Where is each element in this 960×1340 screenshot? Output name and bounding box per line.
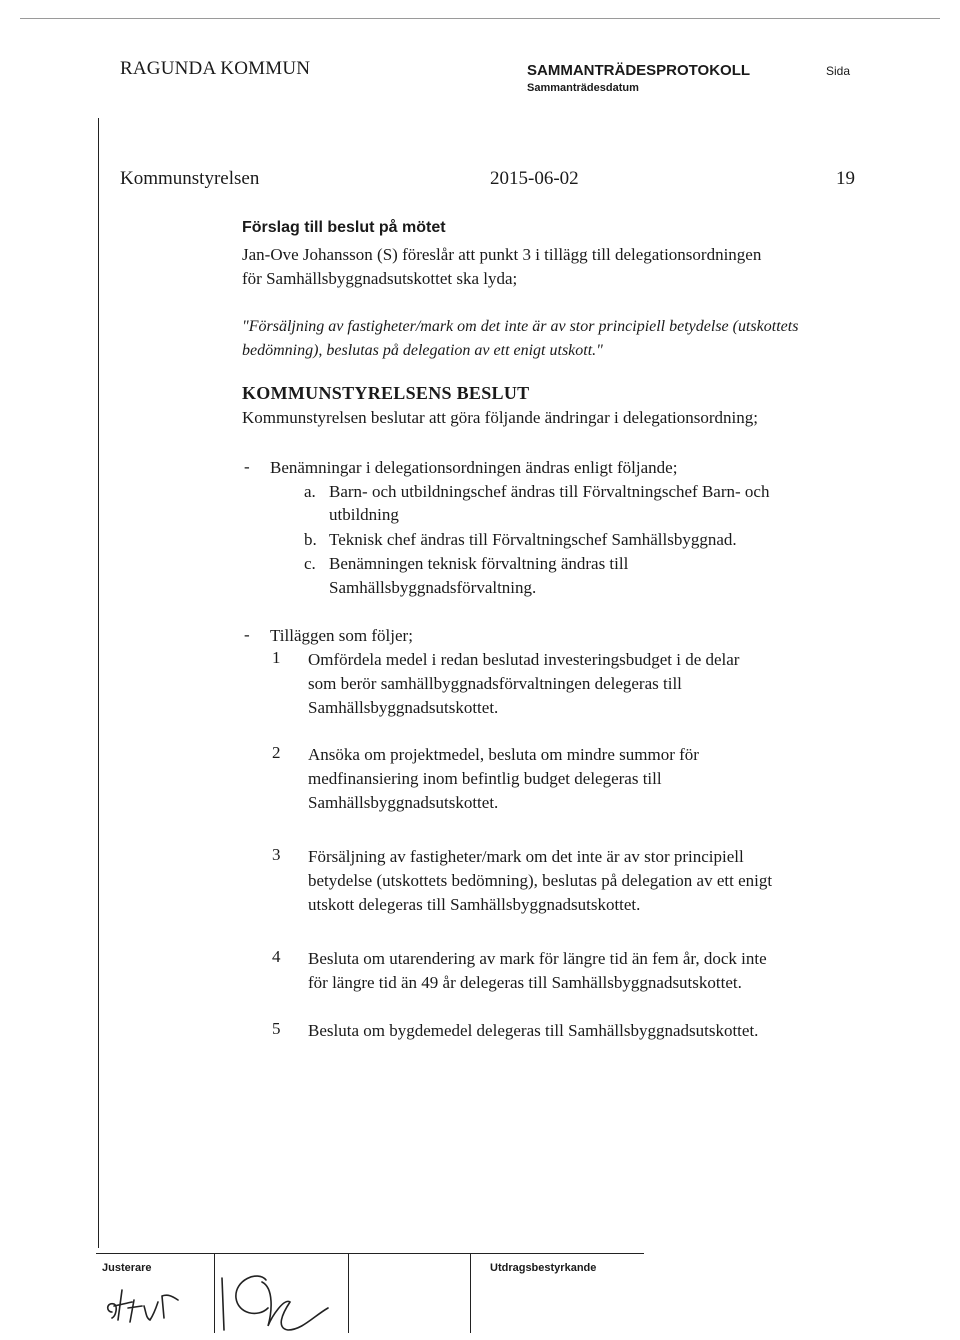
signature-scribble — [218, 1268, 348, 1336]
bullet-dash-1: - — [244, 457, 250, 476]
justerare-label: Justerare — [102, 1262, 152, 1274]
subitem-c-marker: c. — [304, 554, 316, 573]
proposal-line-2: för Samhällsbyggnadsutskottet ska lyda; — [242, 269, 518, 288]
subitem-a-line-2: utbildning — [329, 505, 399, 524]
protocol-title: SAMMANTRÄDESPROTOKOLL — [527, 62, 751, 79]
item-3-line-3: utskott delegeras till Samhällsbyggnadsutskottet. — [308, 895, 641, 914]
item-2-line-1: Ansöka om projektmedel, besluta om mindre summor för — [308, 745, 699, 764]
item-4-number: 4 — [272, 947, 281, 966]
item-5-number: 5 — [272, 1019, 281, 1038]
page-label: Sida — [826, 64, 851, 78]
subitem-c-line-2: Samhällsbyggnadsförvaltning. — [329, 578, 537, 597]
board-name: Kommunstyrelsen — [120, 168, 260, 189]
quote-line-1: "Försäljning av fastigheter/mark om det inte är av stor principiell betydelse (utskottets — [242, 318, 799, 335]
footer-divider-1 — [214, 1253, 215, 1333]
utdrag-label: Utdragsbestyrkande — [490, 1262, 597, 1274]
footer-divider-3 — [470, 1253, 471, 1333]
footer-rule — [96, 1253, 644, 1254]
meeting-date-label: Sammanträdesdatum — [527, 82, 639, 94]
bullet-2-text: Tilläggen som följer; — [270, 626, 413, 645]
item-2-line-2: medfinansiering inom befintlig budget delegeras till — [308, 769, 662, 788]
decision-heading: KOMMUNSTYRELSENS BESLUT — [242, 383, 530, 403]
item-4-line-2: för längre tid än 49 år delegeras till Samhällsbyggnadsutskottet. — [308, 973, 742, 992]
proposal-line-1: Jan-Ove Johansson (S) föreslår att punkt 3 i tillägg till delegationsordningen — [242, 245, 762, 264]
item-2-line-3: Samhällsbyggnadsutskottet. — [308, 793, 499, 812]
item-1-line-1: Omfördela medel i redan beslutad investeringsbudget i de delar — [308, 650, 740, 669]
bullet-dash-2: - — [244, 625, 250, 644]
item-3-line-1: Försäljning av fastigheter/mark om det inte är av stor principiell — [308, 847, 744, 866]
subitem-b-line-1: Teknisk chef ändras till Förvaltningschef Samhällsbyggnad. — [329, 530, 737, 549]
initials-signature — [104, 1282, 194, 1330]
subitem-c-line-1: Benämningen teknisk förvaltning ändras till — [329, 554, 629, 573]
item-5-line-1: Besluta om bygdemedel delegeras till Samhällsbyggnadsutskottet. — [308, 1021, 759, 1040]
item-1-line-3: Samhällsbyggnadsutskottet. — [308, 698, 499, 717]
decision-intro: Kommunstyrelsen beslutar att göra följande ändringar i delegationsordning; — [242, 408, 759, 427]
item-1-line-2: som berör samhällbyggnadsförvaltningen delegeras till — [308, 674, 682, 693]
item-4-line-1: Besluta om utarendering av mark för längre tid än fem år, dock inte — [308, 949, 767, 968]
page-number: 19 — [836, 168, 855, 189]
item-3-line-2: betydelse (utskottets bedömning), beslutas på delegation av ett enigt — [308, 871, 773, 890]
subitem-b-marker: b. — [304, 530, 317, 549]
left-margin-rule — [98, 118, 99, 1248]
bullet-1-text: Benämningar i delegationsordningen ändras enligt följande; — [270, 458, 678, 477]
footer-divider-2 — [348, 1253, 349, 1333]
subitem-a-line-1: Barn- och utbildningschef ändras till Förvaltningschef Barn- och — [329, 482, 770, 501]
item-1-number: 1 — [272, 648, 281, 667]
proposal-heading: Förslag till beslut på mötet — [242, 219, 446, 236]
meeting-date: 2015-06-02 — [490, 168, 579, 189]
subitem-a-marker: a. — [304, 482, 316, 501]
municipality-name: RAGUNDA KOMMUN — [120, 58, 311, 79]
item-2-number: 2 — [272, 743, 281, 762]
quote-line-2: bedömning), beslutas på delegation av ett enigt utskott." — [242, 342, 603, 359]
item-3-number: 3 — [272, 845, 281, 864]
top-rule — [20, 18, 940, 19]
